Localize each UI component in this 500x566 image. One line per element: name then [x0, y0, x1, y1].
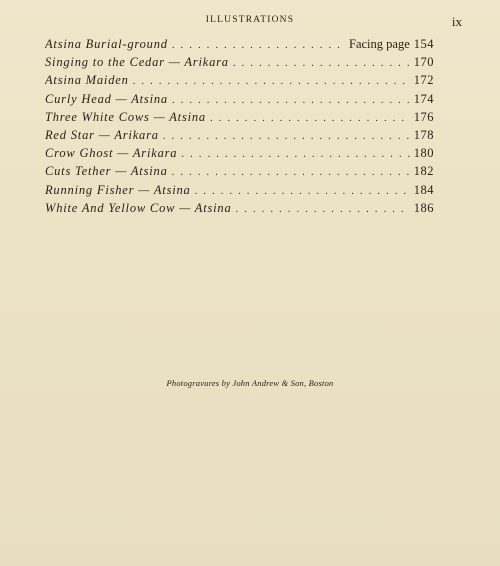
- list-item: [45, 37, 434, 55]
- dot-leader: [172, 94, 410, 106]
- illustrations-list: [45, 37, 434, 219]
- list-item: [45, 55, 434, 73]
- list-item: [45, 201, 434, 219]
- list-item: [45, 110, 434, 128]
- entry-title: Three White Cows — Atsina: [45, 109, 206, 124]
- running-title: ILLUSTRATIONS: [205, 15, 295, 25]
- entry-title: Cuts Tether — Atsina: [45, 164, 168, 179]
- dot-leader: [181, 148, 409, 160]
- entry-title: Running Fisher — Atsina: [45, 182, 191, 197]
- entry-page: 186: [413, 200, 434, 215]
- entry-page: 174: [413, 91, 434, 106]
- entry-page: 182: [413, 164, 434, 179]
- entry-title: Atsina Maiden: [45, 73, 129, 88]
- entry-title: Singing to the Cedar — Arikara: [45, 55, 229, 70]
- entry-title: Red Star — Arikara: [45, 127, 159, 142]
- entry-title: Atsina Burial-ground: [45, 37, 168, 51]
- list-item: [45, 146, 434, 164]
- dot-leader: [172, 166, 410, 178]
- list-item: [45, 183, 434, 201]
- running-head: [0, 14, 500, 28]
- list-item: [45, 73, 434, 91]
- list-item: [45, 164, 434, 182]
- entry-page: 154: [413, 37, 434, 51]
- dot-leader: [163, 130, 410, 142]
- photogravure-credit: Photogravures by John Andrew & Son, Boston: [166, 378, 334, 388]
- entry-page: 176: [413, 109, 434, 124]
- dot-leader: [172, 39, 345, 51]
- list-item: [45, 128, 434, 146]
- dot-leader: [195, 185, 410, 197]
- page-number: ix: [451, 14, 462, 29]
- entry-page: 184: [413, 182, 434, 197]
- facing-page-label: Facing page: [349, 37, 410, 51]
- dot-leader: [133, 75, 410, 87]
- dot-leader: [210, 112, 410, 124]
- entry-title: White And Yellow Cow — Atsina: [45, 200, 232, 215]
- list-item: [45, 92, 434, 110]
- entry-page: 178: [413, 127, 434, 142]
- entry-title: Crow Ghost — Arikara: [45, 146, 178, 161]
- entry-page: 180: [413, 146, 434, 161]
- dot-leader: [236, 203, 410, 215]
- entry-title: Curly Head — Atsina: [45, 91, 168, 106]
- dot-leader: [233, 57, 410, 69]
- entry-page: 172: [413, 73, 434, 88]
- entry-page: 170: [413, 55, 434, 70]
